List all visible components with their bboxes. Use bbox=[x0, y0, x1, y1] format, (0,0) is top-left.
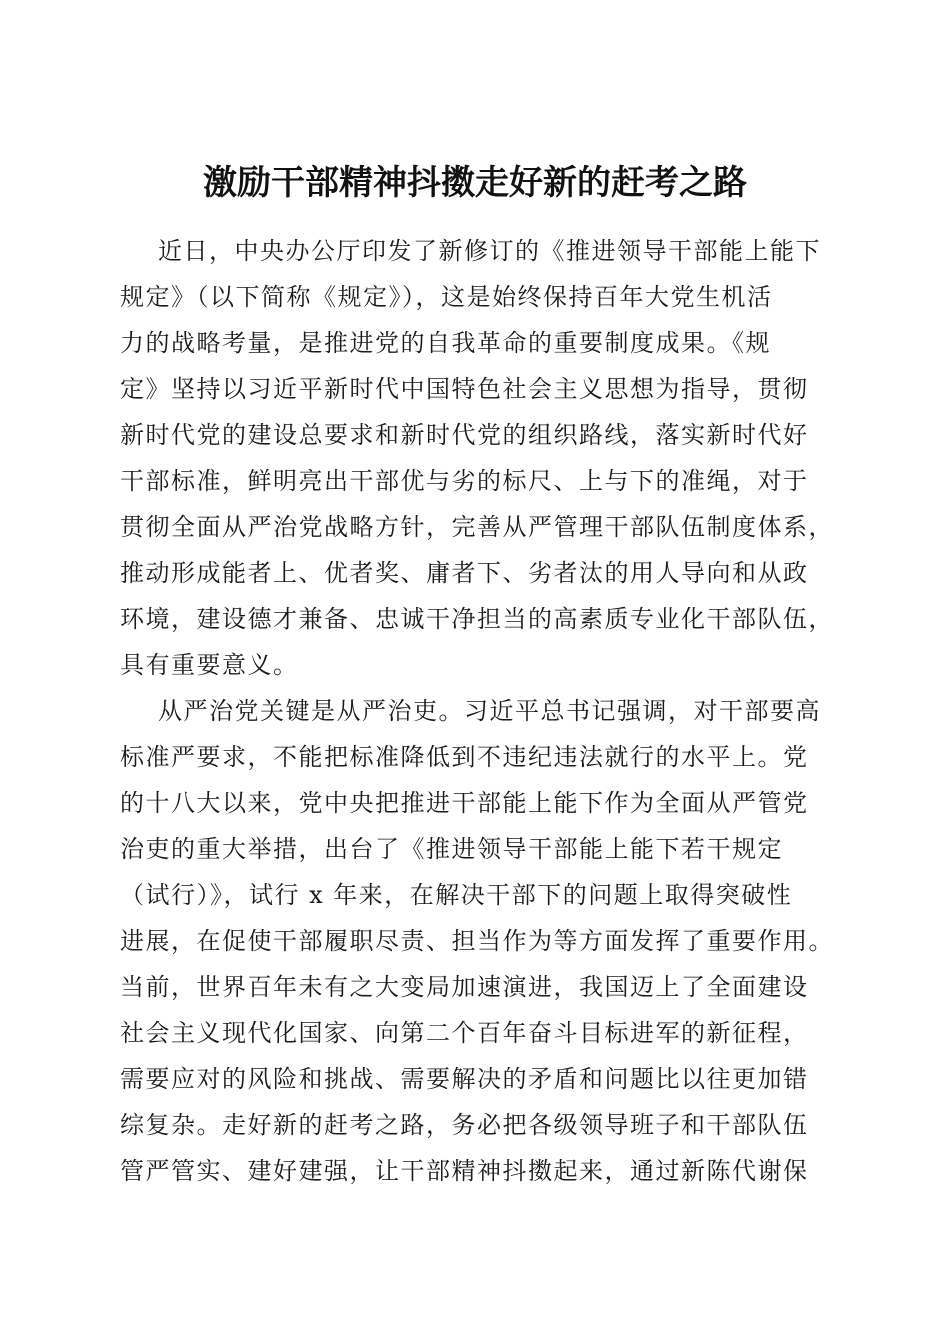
paragraph-2-line-9: 需要应对的风险和挑战、需要解决的矛盾和问题比以往更加错 bbox=[120, 1065, 809, 1093]
paragraph-1-line-6: 干部标准，鲜明亮出干部优与劣的标尺、上与下的准绳，对于 bbox=[120, 467, 809, 495]
paragraph-2-line-10: 综复杂。走好新的赶考之路，务必把各级领导班子和干部队伍 bbox=[120, 1111, 809, 1139]
paragraph-2-line-4: 治吏的重大举措，出台了《推进领导干部能上能下若干规定 bbox=[120, 835, 783, 863]
paragraph-1-line-7: 贯彻全面从严治党战略方针，完善从严管理干部队伍制度体系， bbox=[120, 513, 834, 541]
paragraph-2-line-7: 当前，世界百年未有之大变局加速演进，我国迈上了全面建设 bbox=[120, 973, 809, 1001]
paragraph-2-line-6: 进展，在促使干部履职尽责、担当作为等方面发挥了重要作用。 bbox=[120, 927, 834, 955]
paragraph-1-line-1: 近日，中央办公厅印发了新修订的《推进领导干部能上能下 bbox=[158, 237, 821, 265]
paragraph-1-line-2: 规定》（以下简称《规定》），这是始终保持百年大党生机活 bbox=[120, 283, 773, 311]
paragraph-2-line-8: 社会主义现代化国家、向第二个百年奋斗目标进军的新征程， bbox=[120, 1019, 809, 1047]
paragraph-1-line-3: 力的战略考量，是推进党的自我革命的重要制度成果。《规 bbox=[120, 329, 771, 357]
paragraph-2-line-5: （试行）》，试行 x 年来，在解决干部下的问题上取得突破性 bbox=[120, 881, 793, 909]
paragraph-2-line-11: 管严管实、建好建强，让干部精神抖擞起来，通过新陈代谢保 bbox=[120, 1157, 809, 1185]
paragraph-1-line-9: 环境，建设德才兼备、忠诚干净担当的高素质专业化干部队伍， bbox=[120, 605, 834, 633]
paragraph-1-line-4: 定》坚持以习近平新时代中国特色社会主义思想为指导，贯彻 bbox=[120, 375, 809, 403]
paragraph-2-line-1: 从严治党关键是从严治吏。习近平总书记强调，对干部要高 bbox=[158, 697, 821, 725]
paragraph-1-line-10: 具有重要意义。 bbox=[120, 651, 299, 679]
paragraph-1-line-8: 推动形成能者上、优者奖、庸者下、劣者汰的用人导向和从政 bbox=[120, 559, 809, 587]
paragraph-1-line-5: 新时代党的建设总要求和新时代党的组织路线，落实新时代好 bbox=[120, 421, 809, 449]
paragraph-2-line-3: 的十八大以来，党中央把推进干部能上能下作为全面从严管党 bbox=[120, 789, 809, 817]
document-title: 激励干部精神抖擞走好新的赶考之路 bbox=[203, 162, 747, 203]
paragraph-2-line-2: 标准严要求，不能把标准降低到不违纪违法就行的水平上。党 bbox=[120, 743, 809, 771]
